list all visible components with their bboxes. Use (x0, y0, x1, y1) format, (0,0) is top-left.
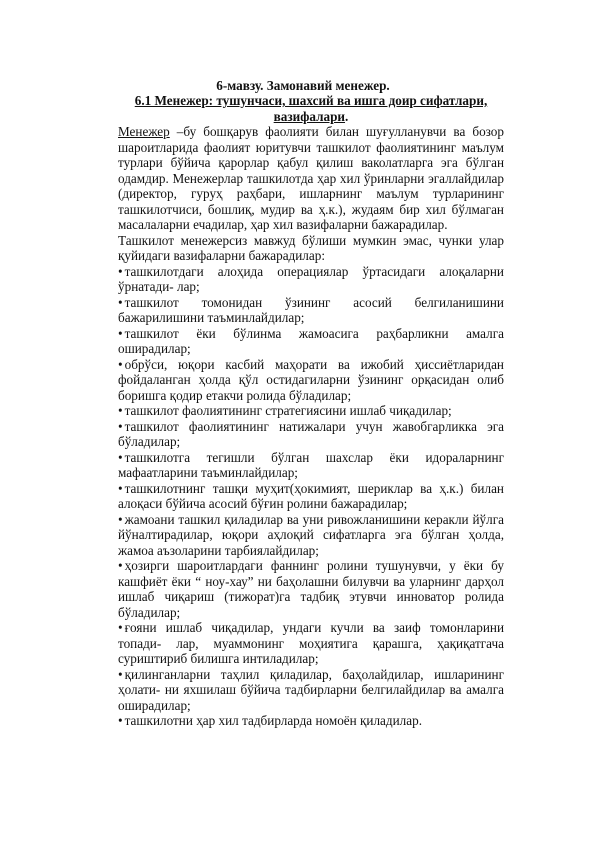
bullet-item: • ташкилотнинг ташқи муҳит(ҳокимият, шериклар ва ҳ.к.) билан алоқаси бўйича асосий бўғин ролини бажарадилар; (118, 481, 504, 512)
page-title: 6-мавзу. Замонавий менежер. (216, 78, 390, 93)
bullet-item: • ташкилот ёки бўлинма жамоасига раҳбарликни амалга оширадилар; (118, 326, 504, 357)
definition-term: Менежер (118, 124, 170, 139)
bullet-item: • ташкилотни ҳар хил тадбирларда номоён қиладилар. (118, 713, 504, 729)
bullet-item: • жамоани ташкил қиладилар ва уни ривожланишини керакли йўлга йўналтирадилар, юқори аҳлоқий сифатларга эга бўлган ҳолда, жамоа аъзоларини тарбиялайдилар; (118, 512, 504, 559)
bullet-item: • ташкилот фаолиятининг натижалари учун жавобгарликка эга бўладилар; (118, 419, 504, 450)
bullet-item: • ташкилот фаолиятининг стратегиясини ишлаб чиқадилар; (118, 403, 504, 419)
document-body (118, 124, 504, 729)
bullet-item: • ғояни ишлаб чиқадилар, ундаги кучли ва заиф томонларини топади- лар, муаммонинг моҳиятига қарашга, ҳақиқатгача суриштириб билишга интиладилар; (118, 620, 504, 667)
intro-paragraph: Ташкилот менежерсиз мавжуд бўлиши мумкин эмас, чунки улар қуйидаги вазифаларни бажарадилар: (118, 232, 504, 263)
bullet-item: • қилинганларни таҳлил қиладилар, баҳолайдилар, ишларининг ҳолати- ни яхшилаш бўйича тадбирларни белгилайдилар ва амалга оширадилар; (118, 667, 504, 714)
section-subtitle-text: 6.1 Менежер: тушунчаси, шахсий ва ишга доир сифатлари, вазифалари (134, 93, 488, 124)
definition-text: –бу бошқарув фаолияти билан шуғулланувчи ва бозор шароитларида фаолият юритувчи ташкилот фаолиятининг маълум турлари бўйича қарорлар қабул қилиш ваколатларга эга бўлган одамдир. Менежерлар ташкилотда ҳар хил ўринларни эгаллайдилар (директор, гуруҳ раҳбари, ишларнинг маълум турларининг ташкилотчиси, бошлиқ, мудир ва ҳ.к.), жудаям бир хил бўлмаган масалаларни ечадилар, ҳар хил вазифаларни бажарадилар. (118, 124, 504, 232)
bullet-item: • обрўси, юқори касбий маҳорати ва ижобий ҳиссиётларидан фойдаланган ҳолда қўл остидагиларни ўзининг орқасидан олиб боришга қодир етакчи ролида бўладилар; (118, 357, 504, 404)
section-subtitle-end: . (345, 108, 349, 124)
bullet-item: • ҳозирги шароитлардаги фаннинг ролини тушунувчи, у ёки бу кашфиёт ёки “ ноу-хау” ни баҳолашни билувчи ва уларнинг дарҳол ишлаб чиқариш (тижорат)га тадбиқ этувчи инноватор ролида бўладилар; (118, 558, 504, 620)
bullet-item: • ташкилот томонидан ўзининг асосий белгиланишини бажарилишини таъминлайдилар; (118, 295, 504, 326)
bullet-item: • ташкилотга тегишли бўлган шахслар ёки идораларнинг мафаатларини таъминлайдилар; (118, 450, 504, 481)
bullet-item: • ташкилотдаги алоҳида операциялар ўртасидаги алоқаларни ўрнатади- лар; (118, 264, 504, 295)
section-subtitle (118, 93, 504, 124)
definition-paragraph (118, 124, 504, 233)
bullet-list (118, 264, 504, 729)
